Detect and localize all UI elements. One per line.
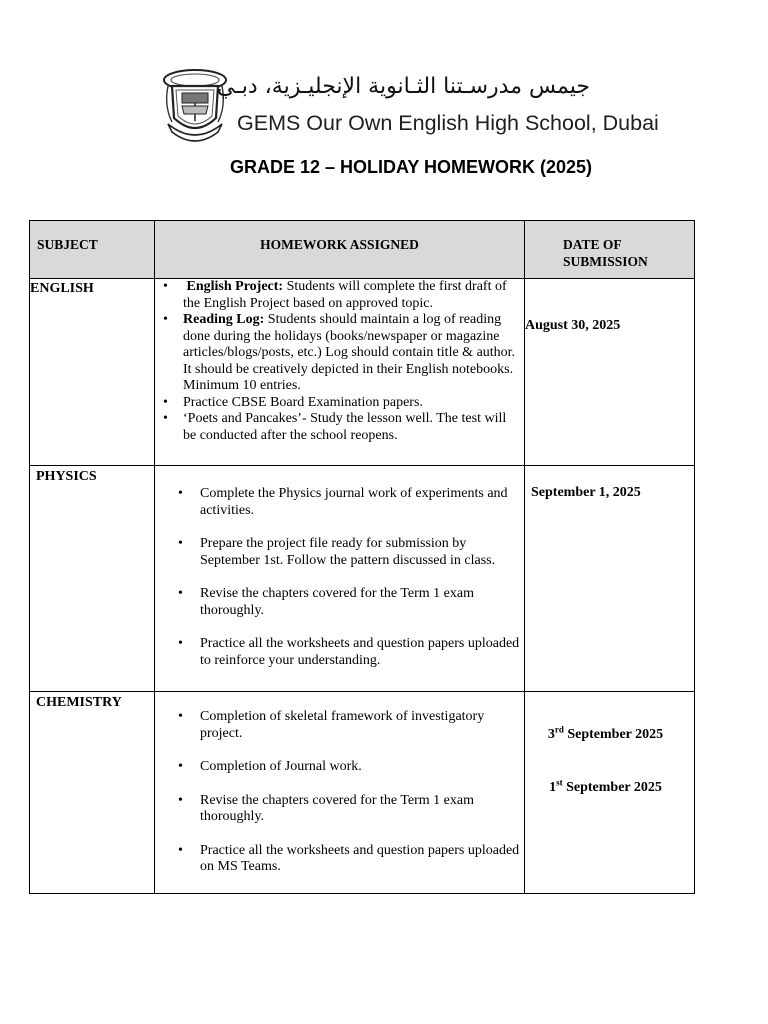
- subject-physics: PHYSICS: [30, 466, 155, 692]
- school-name: GEMS Our Own English High School, Dubai: [237, 111, 659, 135]
- item-text: ‘Poets and Pancakes’- Study the lesson well. The test will be conducted after the school reopens.: [183, 411, 507, 443]
- submission-date-project: [525, 724, 686, 744]
- column-header-subject: SUBJECT: [30, 221, 155, 279]
- date-ordinal: st: [556, 776, 563, 787]
- homework-english: [155, 279, 525, 466]
- list-item: • Revise the chapters covered for the Term 1 exam thoroughly.: [200, 793, 520, 826]
- date-day: 1: [549, 779, 557, 795]
- table-row-physics: [30, 466, 695, 692]
- column-header-homework: HOMEWORK ASSIGNED: [155, 221, 525, 279]
- column-header-date-line2: SUBMISSION: [563, 253, 648, 269]
- homework-physics: [155, 466, 525, 692]
- list-item: • Completion of Journal work.: [200, 759, 520, 776]
- item-lead: English Project:: [186, 279, 284, 294]
- list-item: • Practice all the worksheets and question papers uploaded on MS Teams.: [200, 843, 520, 876]
- page-title: GRADE 12 – HOLIDAY HOMEWORK (2025): [229, 157, 593, 177]
- list-item: • Prepare the project file ready for submission by September 1st. Follow the pattern discussed in class.: [200, 536, 520, 569]
- list-item: [183, 395, 520, 412]
- submission-date-chemistry: [525, 692, 695, 894]
- item-text: Students should maintain a log of reading done during the holidays (books/newspaper or magazine articles/blogs/posts, etc.) Log should contain title & author. It should be creatively depicted in their English notebooks. Minimum 10 entries.: [183, 312, 516, 393]
- item-lead: Reading Log:: [183, 312, 265, 327]
- homework-list-chemistry: [200, 709, 520, 876]
- list-item: [183, 312, 520, 395]
- item-text: Practice CBSE Board Examination papers.: [183, 394, 423, 410]
- list-item: [183, 411, 520, 444]
- subject-chemistry: CHEMISTRY: [30, 692, 155, 894]
- date-month-year: September 2025: [562, 779, 662, 795]
- column-header-date: [525, 221, 695, 279]
- school-name-arabic: جيمس مدرسـتنا الثـانوية الإنجليـزية، دبـي: [216, 74, 590, 99]
- table-row-chemistry: [30, 692, 695, 894]
- item-text: Students will complete the first draft of the English Project based on approved topic.: [183, 279, 507, 311]
- column-header-date-line1: DATE OF: [563, 237, 622, 252]
- list-item: • Completion of skeletal framework of investigatory project.: [200, 709, 520, 742]
- list-item: • Practice all the worksheets and question papers uploaded to reinforce your understanding.: [200, 636, 520, 669]
- submission-date-english: August 30, 2025: [525, 279, 695, 466]
- submission-date-physics: September 1, 2025: [525, 466, 695, 692]
- list-item: • Revise the chapters covered for the Term 1 exam thoroughly.: [200, 586, 520, 619]
- list-item: [183, 279, 520, 312]
- date-month-year: September 2025: [563, 727, 664, 742]
- date-ordinal: rd: [554, 724, 564, 735]
- table-row-english: [30, 279, 695, 466]
- submission-date-journal: [525, 776, 686, 797]
- homework-chemistry: [155, 692, 525, 894]
- homework-list-english: [183, 279, 520, 444]
- homework-table: [29, 220, 695, 894]
- date-day: 3: [547, 727, 555, 742]
- table-header-row: [30, 221, 695, 279]
- homework-list-physics: [200, 486, 520, 669]
- subject-english: ENGLISH: [30, 279, 155, 466]
- list-item: • Complete the Physics journal work of experiments and activities.: [200, 486, 520, 519]
